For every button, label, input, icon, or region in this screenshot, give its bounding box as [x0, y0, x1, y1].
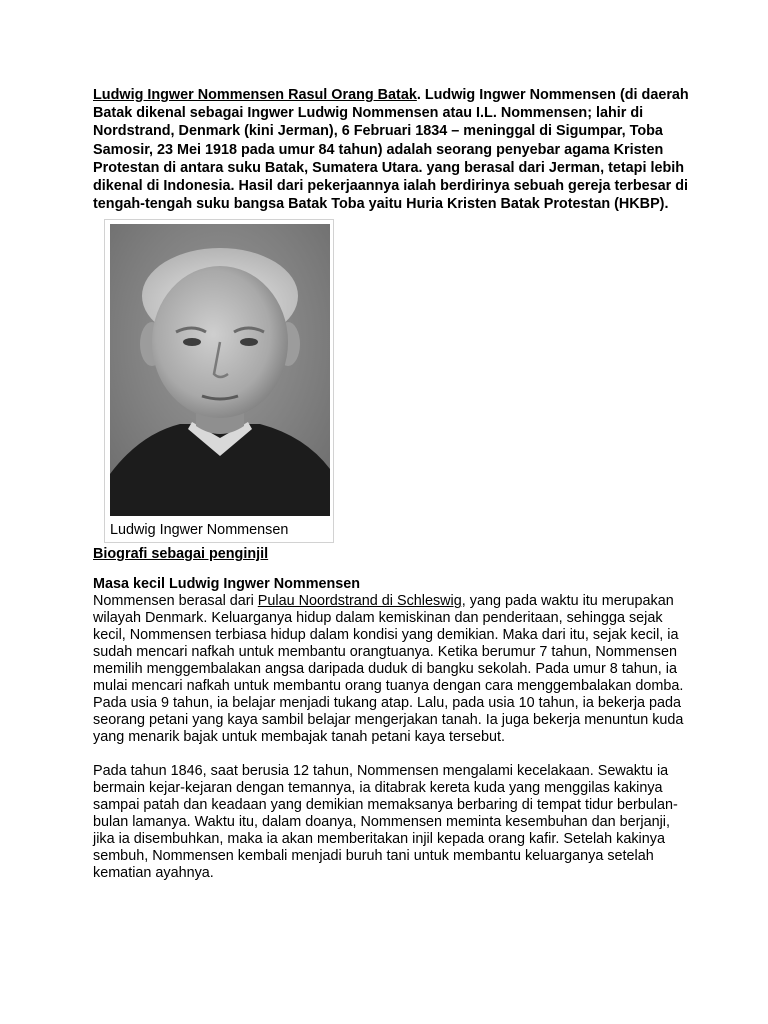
section-heading[interactable]: Biografi sebagai penginjil [93, 546, 269, 563]
document-page [93, 86, 693, 882]
portrait-illustration [110, 224, 330, 516]
paragraph-1-start: Nommensen berasal dari [93, 593, 258, 610]
paragraph-1 [93, 593, 693, 746]
intro-text: . Ludwig Ingwer Nommensen (di daerah Batak dikenal sebagai Ingwer Ludwig Nommensen atau I.L. Nommensen; lahir di Nordstrand, Denmark (kini Jerman), 6 Februari 1834 – meninggal di Sigumpar, Toba Samosir, 23 Mei 1918 pada umur 84 tahun) adalah seorang penyebar agama Kristen Protestan di antara suku Batak, Sumatera Utara. yang berasal dari Jerman, tetapi lebih dikenal di Indonesia. Hasil dari pekerjaannya ialah berdirinya sebuah gereja terbesar di tengah-tengah suku bangsa Batak Toba yaitu Huria Kristen Batak Protestan (HKBP). [93, 87, 689, 213]
title-link[interactable]: Ludwig Ingwer Nommensen Rasul Orang Batak [93, 87, 417, 103]
paragraph-1-rest: , yang pada waktu itu merupakan wilayah Denmark. Keluarganya hidup dalam kemiskinan dan penderitaan, sehingga sejak kecil, Nommensen terbiasa hidup dalam kondisi yang demikian. Maka dari itu, sejak kecil, ia sudah mencari nafkah untuk membantu orangtuanya. Ketika berumur 7 tahun, Nommensen memilih menggembalakan angsa daripada duduk di bangku sekolah. Pada umur 8 tahun, ia mulai mencari nafkah untuk membantu orang tuanya dengan cara menggembalakan domba. Pada usia 9 tahun, ia belajar menjadi tukang atap. Lalu, pada usia 10 tahun, ia bekerja pada seorang petani yang kaya sambil belajar mengerjakan tanah. Ia juga bekerja menuntun kuda yang menarik bajak untuk membajak tanah petani kaya tersebut. [93, 593, 684, 746]
portrait-caption: Ludwig Ingwer Nommensen [110, 522, 289, 539]
subheading: Masa kecil Ludwig Ingwer Nommensen [93, 576, 361, 593]
paragraph-2: Pada tahun 1846, saat berusia 12 tahun, Nommensen mengalami kecelakaan. Sewaktu ia bermain kejar-kejaran dengan temannya, ia ditabrak kereta kuda yang menggilas kakinya sampai patah dan keadaan yang demikian memaksanya berbaring di tempat tidur berbulan-bulan lamanya. Waktu itu, dalam doanya, Nommensen meminta kesembuhan dan berjanji, jika ia disembuhkan, maka ia akan memberitakan injil kepada orang kafir. Setelah kakinya sembuh, Nommensen kembali menjadi buruh tani untuk membantu keluarganya setelah kematian ayahnya. [93, 763, 678, 882]
portrait-photo [110, 224, 330, 516]
noordstrand-link[interactable]: Pulau Noordstrand di Schleswig [257, 593, 462, 610]
portrait-figure [104, 219, 334, 543]
intro-paragraph [93, 86, 693, 213]
